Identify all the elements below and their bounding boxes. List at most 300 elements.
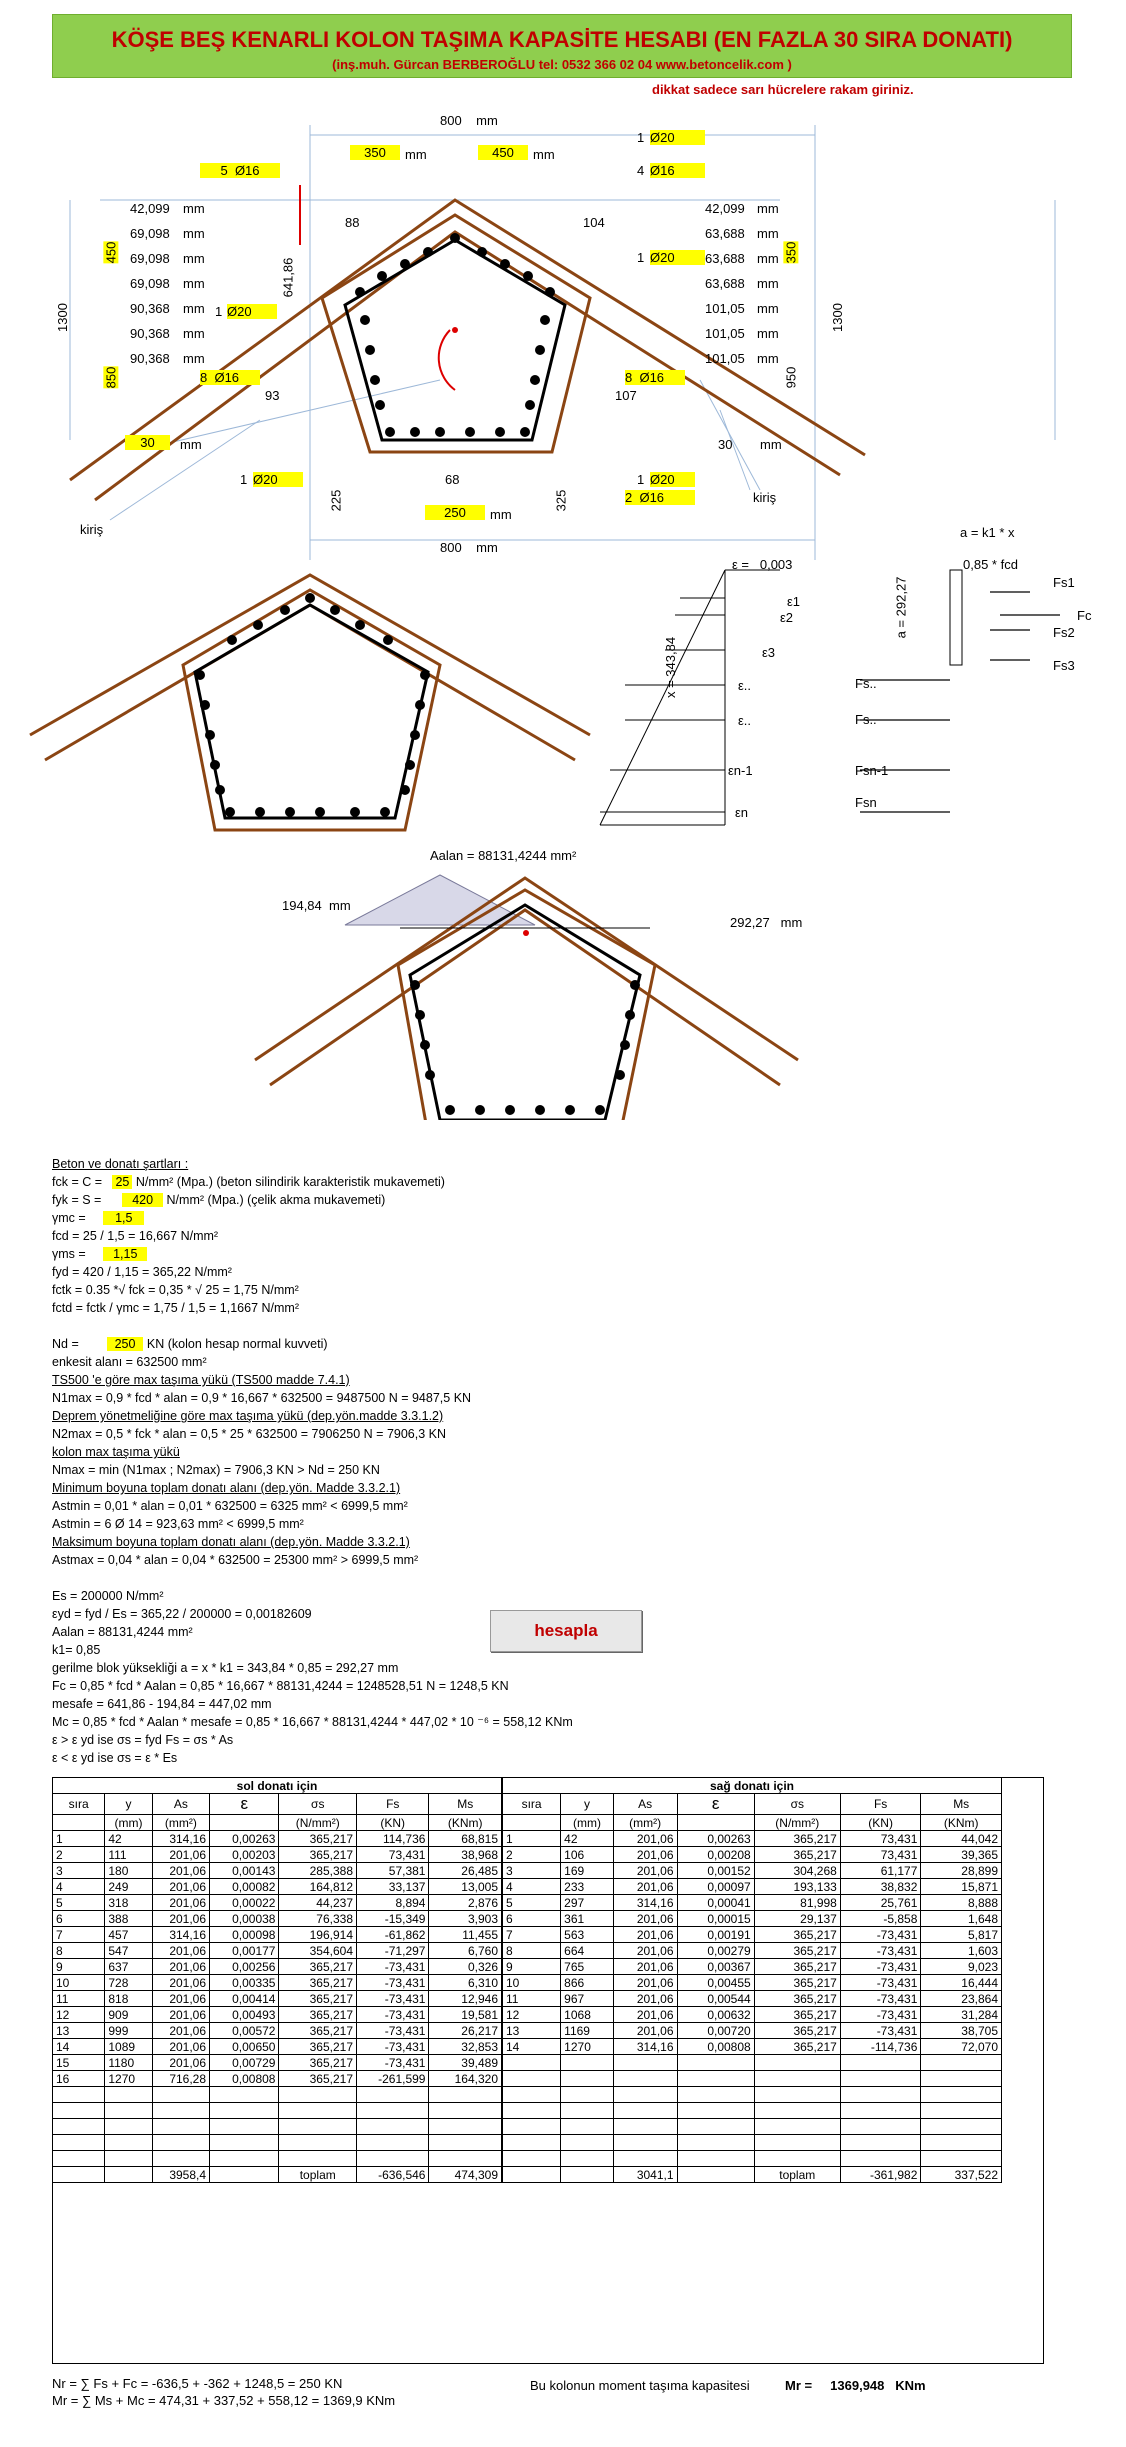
table-cell: -61,862 <box>357 1927 429 1943</box>
table-cell: 7 <box>503 1927 561 1943</box>
total-row <box>503 2167 1002 2183</box>
force-fsn1: Fsn-1 <box>855 763 889 778</box>
table-cell: 866 <box>561 1975 614 1991</box>
table-cell: 0,00203 <box>210 1847 279 1863</box>
table-cell: 164,320 <box>429 2071 502 2087</box>
table-cell: 9 <box>503 1959 561 1975</box>
table-row <box>53 2071 502 2087</box>
eps-4: ε.. <box>738 678 752 693</box>
table-cell: 0,00414 <box>210 1991 279 2007</box>
table-cell: 33,137 <box>357 1879 429 1895</box>
table-cell: 12 <box>503 2007 561 2023</box>
table-cell: 44,237 <box>279 1895 357 1911</box>
table-cell: 365,217 <box>754 2023 840 2039</box>
table-cell: 15 <box>53 2055 105 2071</box>
table-cell: 1,603 <box>921 1943 1002 1959</box>
left-spacing-list: 42,099 69,098 69,098 69,098 90,368 90,368 90,368 <box>130 201 170 366</box>
left-width-input[interactable]: 350 <box>350 145 400 160</box>
table-row-empty <box>503 2151 1002 2167</box>
eps-5: ε.. <box>738 713 752 728</box>
table-cell: 201,06 <box>152 2007 209 2023</box>
table-row <box>503 1959 1002 1975</box>
mm-label: mm <box>405 147 427 162</box>
col-unit: (KN) <box>840 1815 921 1831</box>
calc-section <box>52 1155 573 1767</box>
table-cell: 0,00335 <box>210 1975 279 1991</box>
col-unit: (mm) <box>105 1815 152 1831</box>
force-fs5: Fs.. <box>855 712 877 727</box>
table-cell: 38,705 <box>921 2023 1002 2039</box>
dim-104: 104 <box>583 215 605 230</box>
table-row <box>53 2039 502 2055</box>
table-cell: 664 <box>561 1943 614 1959</box>
col-header: As <box>613 1794 677 1815</box>
gmc-input[interactable]: 1,5 <box>103 1211 144 1225</box>
table-cell: 39,489 <box>429 2055 502 2071</box>
table-cell: 6 <box>53 1911 105 1927</box>
col-unit <box>210 1815 279 1831</box>
table-cell: 201,06 <box>613 1831 677 1847</box>
table-cell: 388 <box>105 1911 152 1927</box>
table-cell: 365,217 <box>279 2055 357 2071</box>
table-cell: 9,023 <box>921 1959 1002 1975</box>
col-unit: (N/mm²) <box>279 1815 357 1831</box>
table-cell: -73,431 <box>357 1959 429 1975</box>
table-row <box>53 1991 502 2007</box>
table-cell: 0,00208 <box>677 1847 754 1863</box>
table-row <box>503 1847 1002 1863</box>
force-fsn: Fsn <box>855 795 877 810</box>
table-cell: 1068 <box>561 2007 614 2023</box>
table-cell: -73,431 <box>840 1959 921 1975</box>
table-row <box>53 2023 502 2039</box>
table-row <box>503 2023 1002 2039</box>
force-fc: Fc <box>1077 608 1092 623</box>
table-cell: 201,06 <box>152 1863 209 1879</box>
table-cell: 6,760 <box>429 1943 502 1959</box>
left-mm-list: mm mm mm mm mm mm mm <box>183 201 205 366</box>
condition-1: ε > ε yd ise σs = fyd Fs = σs * As <box>52 1733 234 1747</box>
right-top-height-input[interactable]: 350 <box>783 241 799 264</box>
nr-row: Nr = ∑ Fs + Fc = -636,5 + -362 + 1248,5 = 250 KN <box>52 2376 343 2391</box>
fyk-input[interactable]: 420 <box>122 1193 163 1207</box>
force-fs3: Fs3 <box>1053 658 1075 673</box>
table-row <box>53 1895 502 1911</box>
table-cell: 314,16 <box>152 1831 209 1847</box>
table-cell: 16 <box>53 2071 105 2087</box>
total-label: toplam <box>279 2167 357 2183</box>
table-cell: 169 <box>561 1863 614 1879</box>
table-row <box>53 1927 502 1943</box>
table-cell: -73,431 <box>840 2007 921 2023</box>
total-ms: 474,309 <box>429 2167 502 2183</box>
condition-2: ε < ε yd ise σs = ε * Es <box>52 1751 178 1765</box>
col-header: sıra <box>503 1794 561 1815</box>
table-cell: 0,00263 <box>210 1831 279 1847</box>
table-title: sol donatı için <box>53 1778 502 1794</box>
table-cell: 365,217 <box>754 1975 840 1991</box>
col-unit: (N/mm²) <box>754 1815 840 1831</box>
table-cell: 16,444 <box>921 1975 1002 1991</box>
table-cell: 25,761 <box>840 1895 921 1911</box>
table-cell: 72,070 <box>921 2039 1002 2055</box>
table-cell: -73,431 <box>840 1991 921 2007</box>
table-cell: -73,431 <box>357 2039 429 2055</box>
table-cell: 193,133 <box>754 1879 840 1895</box>
table-cell: 73,431 <box>840 1847 921 1863</box>
table-cell: 19,581 <box>429 2007 502 2023</box>
table-row-empty <box>53 2151 502 2167</box>
table-cell: 314,16 <box>613 2039 677 2055</box>
left-bottom-height-input[interactable]: 850 <box>103 366 119 389</box>
table-cell: 365,217 <box>279 1831 357 1847</box>
col-unit: (KNm) <box>429 1815 502 1831</box>
table-cell: 361 <box>561 1911 614 1927</box>
beam-label-right: kiriş <box>753 490 777 505</box>
gmc-row: γmc = 1,5 <box>52 1209 573 1227</box>
table-row <box>53 1879 502 1895</box>
table-cell: -73,431 <box>840 2023 921 2039</box>
table-cell: 365,217 <box>754 1831 840 1847</box>
amin1-row: Astmin = 0,01 * alan = 0,01 * 632500 = 6325 mm² < 6999,5 mm² <box>52 1499 408 1513</box>
table-cell: 0,00082 <box>210 1879 279 1895</box>
table-cell: 0,00720 <box>677 2023 754 2039</box>
table-cell: 201,06 <box>152 1943 209 1959</box>
mm-label: mm <box>533 147 555 162</box>
eps-1: ε1 <box>787 594 801 609</box>
table-row <box>53 1975 502 1991</box>
beam-label-left: kiriş <box>80 522 104 537</box>
amin2-row: Astmin = 6 Ø 14 = 923,63 mm² < 6999,5 mm² <box>52 1517 304 1531</box>
table-cell: 0,00022 <box>210 1895 279 1911</box>
table-cell: 365,217 <box>279 1975 357 1991</box>
table-cell: 76,338 <box>279 1911 357 1927</box>
table-cell: 637 <box>105 1959 152 1975</box>
table-cell: 365,217 <box>279 2039 357 2055</box>
dim-641: 641,86 <box>280 257 296 298</box>
table-cell: 11 <box>53 1991 105 2007</box>
table-cell: 8 <box>53 1943 105 1959</box>
table-row <box>53 2007 502 2023</box>
cover-left-input[interactable]: 30 <box>125 435 170 450</box>
table-cell: -73,431 <box>357 2055 429 2071</box>
table-cell: 0,00038 <box>210 1911 279 1927</box>
table-cell: -73,431 <box>357 2007 429 2023</box>
calculate-button[interactable]: hesapla <box>490 1610 642 1652</box>
table-cell: 26,217 <box>429 2023 502 2039</box>
right-results-table <box>502 1777 1002 2183</box>
table-cell: 297 <box>561 1895 614 1911</box>
col-header: Ms <box>429 1794 502 1815</box>
table-cell: 4 <box>53 1879 105 1895</box>
table-cell: 0,00191 <box>677 1927 754 1943</box>
k1-row: k1= 0,85 <box>52 1643 101 1657</box>
table-cell: 32,853 <box>429 2039 502 2055</box>
bar-input-1d20[interactable]: Ø20 <box>227 304 277 319</box>
force-fs1: Fs1 <box>1053 575 1075 590</box>
table-cell: 2,876 <box>429 1895 502 1911</box>
table-cell: 10 <box>503 1975 561 1991</box>
bottom-width-input[interactable]: 250 <box>425 505 485 520</box>
bar-input-1d20[interactable]: Ø20 <box>650 250 705 265</box>
calc-title: Beton ve donatı şartları : <box>52 1157 189 1171</box>
bar-count-label: 1 <box>215 304 223 319</box>
table-cell: 201,06 <box>152 1991 209 2007</box>
table-cell: 13 <box>53 2023 105 2039</box>
table-row-empty <box>53 2103 502 2119</box>
col-unit: (mm) <box>561 1815 614 1831</box>
amax-row: Astmax = 0,04 * alan = 0,04 * 632500 = 25300 mm² > 6999,5 mm² <box>52 1553 419 1567</box>
right-width-input[interactable]: 450 <box>478 145 528 160</box>
col-header: Fs <box>840 1794 921 1815</box>
col-header: Ms <box>921 1794 1002 1815</box>
fctk-row: fctk = 0.35 *√ fck = 0,35 * √ 25 = 1,75 N/mm² <box>52 1283 299 1297</box>
table-cell: 0,00098 <box>210 1927 279 1943</box>
bar-input-8d16-right[interactable]: 8 Ø16 <box>625 370 685 385</box>
bar-count-label: 1 <box>637 472 645 487</box>
capacity-value: Mr = 1369,948 KNm <box>785 2378 926 2393</box>
table-cell: 0,00041 <box>677 1895 754 1911</box>
table-cell: 201,06 <box>613 1879 677 1895</box>
table-row-empty <box>503 2119 1002 2135</box>
table-cell: -71,297 <box>357 1943 429 1959</box>
table-cell: 201,06 <box>152 1975 209 1991</box>
table-cell: 818 <box>105 1991 152 2007</box>
table-cell: 365,217 <box>754 1943 840 1959</box>
mr-row: Mr = ∑ Ms + Mc = 474,31 + 337,52 + 558,12 = 1369,9 KNm <box>52 2393 396 2408</box>
table-cell: 365,217 <box>279 1991 357 2007</box>
table-row <box>53 2055 502 2071</box>
table-cell: 0,00632 <box>677 2007 754 2023</box>
table-cell: 233 <box>561 1879 614 1895</box>
table-cell: -73,431 <box>840 1975 921 1991</box>
x-depth: x = 343,84 <box>663 636 679 699</box>
table-cell: 0,00544 <box>677 1991 754 2007</box>
table-cell: 0,00572 <box>210 2023 279 2039</box>
table-cell: 0,00455 <box>677 1975 754 1991</box>
table-cell: 201,06 <box>152 1959 209 1975</box>
table-cell: 1169 <box>561 2023 614 2039</box>
col-header: ε <box>210 1794 279 1815</box>
table-cell: 38,832 <box>840 1879 921 1895</box>
table-cell: 201,06 <box>613 1959 677 1975</box>
table-cell: 12,946 <box>429 1991 502 2007</box>
summary-block <box>52 2375 395 2409</box>
table-cell: 201,06 <box>152 2023 209 2039</box>
table-cell: 201,06 <box>613 1991 677 2007</box>
es-row: Es = 200000 N/mm² <box>52 1589 164 1603</box>
height-right: 1300 <box>829 303 845 332</box>
table-row <box>503 1863 1002 1879</box>
col-unit: (KNm) <box>921 1815 1002 1831</box>
table-row <box>503 2039 1002 2055</box>
table-cell: 14 <box>503 2039 561 2055</box>
right-mm-list: mm mm mm mm mm mm mm <box>757 201 779 366</box>
col-unit <box>53 1815 105 1831</box>
right-bottom-height: 950 <box>783 366 799 389</box>
fyk-row: fyk = S = 420 N/mm² (Mpa.) (çelik akma mukavemeti) <box>52 1193 386 1207</box>
table-row <box>503 1927 1002 1943</box>
table-cell: 201,06 <box>152 2055 209 2071</box>
col-header: sıra <box>53 1794 105 1815</box>
force-fs2: Fs2 <box>1053 625 1075 640</box>
table-cell: 3,903 <box>429 1911 502 1927</box>
total-as: 3958,4 <box>152 2167 209 2183</box>
table-cell: 0,00493 <box>210 2007 279 2023</box>
table-cell: 201,06 <box>152 1895 209 1911</box>
total-ms: 337,522 <box>921 2167 1002 2183</box>
table-cell: -5,858 <box>840 1911 921 1927</box>
table-row-empty <box>503 2103 1002 2119</box>
col-header: σs <box>279 1794 357 1815</box>
table-cell: 73,431 <box>357 1847 429 1863</box>
table-cell: 6,310 <box>429 1975 502 1991</box>
n2-row: N2max = 0,5 * fck * alan = 0,5 * 25 * 632500 = 7906250 N = 7906,3 KN <box>52 1427 447 1441</box>
table-cell: 44,042 <box>921 1831 1002 1847</box>
gms-input[interactable]: 1,15 <box>103 1247 147 1261</box>
total-row <box>53 2167 502 2183</box>
table-cell: 180 <box>105 1863 152 1879</box>
table-cell: 73,431 <box>840 1831 921 1847</box>
dim-93: 93 <box>265 388 280 403</box>
n1-row: N1max = 0,9 * fcd * alan = 0,9 * 16,667 * 632500 = 9487500 N = 9487,5 KN <box>52 1391 472 1405</box>
table-cell: 0,00263 <box>677 1831 754 1847</box>
col-header: y <box>561 1794 614 1815</box>
bar-input-4d16[interactable]: Ø16 <box>650 163 705 178</box>
table-cell: 365,217 <box>279 2007 357 2023</box>
author-line: (inş.muh. Gürcan BERBEROĞLU tel: 0532 366 02 04 www.betoncelik.com ) <box>332 57 792 72</box>
height-left: 1300 <box>54 303 70 332</box>
eyd-row: εyd = fyd / Es = 365,22 / 200000 = 0,00182609 <box>52 1607 312 1621</box>
table-row-empty <box>53 2087 502 2103</box>
table-cell: 457 <box>105 1927 152 1943</box>
bar-input-2d16[interactable]: 2 Ø16 <box>625 490 695 505</box>
table-cell: 354,604 <box>279 1943 357 1959</box>
dim-292: 292,27 mm <box>730 915 803 930</box>
table-cell: 201,06 <box>152 1847 209 1863</box>
table-cell: 1 <box>503 1831 561 1847</box>
capacity-label: Bu kolonun moment taşıma kapasitesi <box>530 2378 750 2393</box>
table-cell: -114,736 <box>840 2039 921 2055</box>
min-title: Minimum boyuna toplam donatı alanı (dep.yön. Madde 3.3.2.1) <box>52 1481 401 1495</box>
table-cell: 13,005 <box>429 1879 502 1895</box>
bar-input-5d16[interactable]: 5 Ø16 <box>200 163 280 178</box>
bar-input-1d20[interactable]: Ø20 <box>650 130 705 145</box>
table-cell: 8,894 <box>357 1895 429 1911</box>
table-cell: 29,137 <box>754 1911 840 1927</box>
table-row <box>503 1911 1002 1927</box>
top-width: 800 mm <box>440 113 498 128</box>
table-row <box>53 1943 502 1959</box>
table-cell: 201,06 <box>613 1863 677 1879</box>
left-results-table <box>52 1777 502 2183</box>
aalan-row: Aalan = 88131,4244 mm² <box>52 1625 193 1639</box>
eps-n1: εn-1 <box>728 763 753 778</box>
table-cell: 9 <box>53 1959 105 1975</box>
bar-input-1d20[interactable]: Ø20 <box>650 472 695 487</box>
table-cell: 0,00808 <box>677 2039 754 2055</box>
table-cell: 314,16 <box>152 1927 209 1943</box>
table-row <box>503 2007 1002 2023</box>
fc-row: Fc = 0,85 * fcd * Aalan = 0,85 * 16,667 * 88131,4244 = 1248528,51 N = 1248,5 KN <box>52 1679 509 1693</box>
table-cell: 999 <box>105 2023 152 2039</box>
table-cell: 365,217 <box>754 1959 840 1975</box>
table-row <box>53 1831 502 1847</box>
table-cell: 201,06 <box>613 2023 677 2039</box>
table-cell: 365,217 <box>754 1847 840 1863</box>
bar-count-label: 1 <box>637 130 645 145</box>
table-cell: 11,455 <box>429 1927 502 1943</box>
fck-input[interactable]: 25 <box>112 1175 132 1189</box>
table-cell: 0,00650 <box>210 2039 279 2055</box>
table-cell: 42 <box>105 1831 152 1847</box>
table-cell: 0,00367 <box>677 1959 754 1975</box>
dim-225: 225 <box>328 489 344 512</box>
table-row-empty <box>503 2087 1002 2103</box>
mc-row: Mc = 0,85 * fcd * Aalan * mesafe = 0,85 * 16,667 * 88131,4244 * 447,02 * 10 ⁻⁶ = 558,12 KNm <box>52 1715 573 1729</box>
table-cell: 0,00808 <box>210 2071 279 2087</box>
nmax-row: Nmax = min (N1max ; N2max) = 7906,3 KN > Nd = 250 KN <box>52 1463 380 1477</box>
bar-count-label: 1 <box>240 472 248 487</box>
left-top-height-input[interactable]: 450 <box>103 241 119 264</box>
table-cell: 196,914 <box>279 1927 357 1943</box>
col-unit <box>503 1815 561 1831</box>
table-cell: 5 <box>503 1895 561 1911</box>
table-cell: -73,431 <box>357 1975 429 1991</box>
table-cell: 365,217 <box>754 1927 840 1943</box>
fcd-row: fcd = 25 / 1,5 = 16,667 N/mm² <box>52 1229 219 1243</box>
table-cell: 6 <box>503 1911 561 1927</box>
ts500-title: TS500 'e göre max taşıma yükü (TS500 madde 7.4.1) <box>52 1373 350 1387</box>
table-cell: 114,736 <box>357 1831 429 1847</box>
dim-88: 88 <box>345 215 360 230</box>
table-cell: 909 <box>105 2007 152 2023</box>
max-title: Maksimum boyuna toplam donatı alanı (dep.yön. Madde 3.3.2.1) <box>52 1535 410 1549</box>
table-cell: 7 <box>53 1927 105 1943</box>
table-cell: 38,968 <box>429 1847 502 1863</box>
table-cell: 2 <box>53 1847 105 1863</box>
table-cell: 314,16 <box>613 1895 677 1911</box>
table-cell: 8 <box>503 1943 561 1959</box>
table-cell: 304,268 <box>754 1863 840 1879</box>
table-row-empty <box>503 2135 1002 2151</box>
total-fs: -361,982 <box>840 2167 921 2183</box>
bar-input-1d20[interactable]: Ø20 <box>253 472 303 487</box>
strain-top: ε = 0,003 <box>732 557 793 572</box>
bar-input-8d16-left[interactable]: 8 Ø16 <box>200 370 260 385</box>
table-cell: 57,381 <box>357 1863 429 1879</box>
table-cell: 365,217 <box>279 2023 357 2039</box>
table-row <box>53 1959 502 1975</box>
table-cell: 201,06 <box>613 1847 677 1863</box>
table-cell: 1270 <box>105 2071 152 2087</box>
fyd-row: fyd = 420 / 1,15 = 365,22 N/mm² <box>52 1265 232 1279</box>
eps-2: ε2 <box>780 610 794 625</box>
table-cell: 42 <box>561 1831 614 1847</box>
table-cell: 249 <box>105 1879 152 1895</box>
force-fs4: Fs.. <box>855 676 877 691</box>
dim-325: 325 <box>553 489 569 512</box>
table-cell: 365,217 <box>754 1991 840 2007</box>
col-unit: (mm²) <box>613 1815 677 1831</box>
table-cell: 0,326 <box>429 1959 502 1975</box>
nd-input[interactable]: 250 <box>107 1337 144 1351</box>
table-row <box>53 1847 502 1863</box>
dim-194: 194,84 mm <box>282 898 351 913</box>
table-cell: 1180 <box>105 2055 152 2071</box>
table-cell: 967 <box>561 1991 614 2007</box>
table-cell: -15,349 <box>357 1911 429 1927</box>
